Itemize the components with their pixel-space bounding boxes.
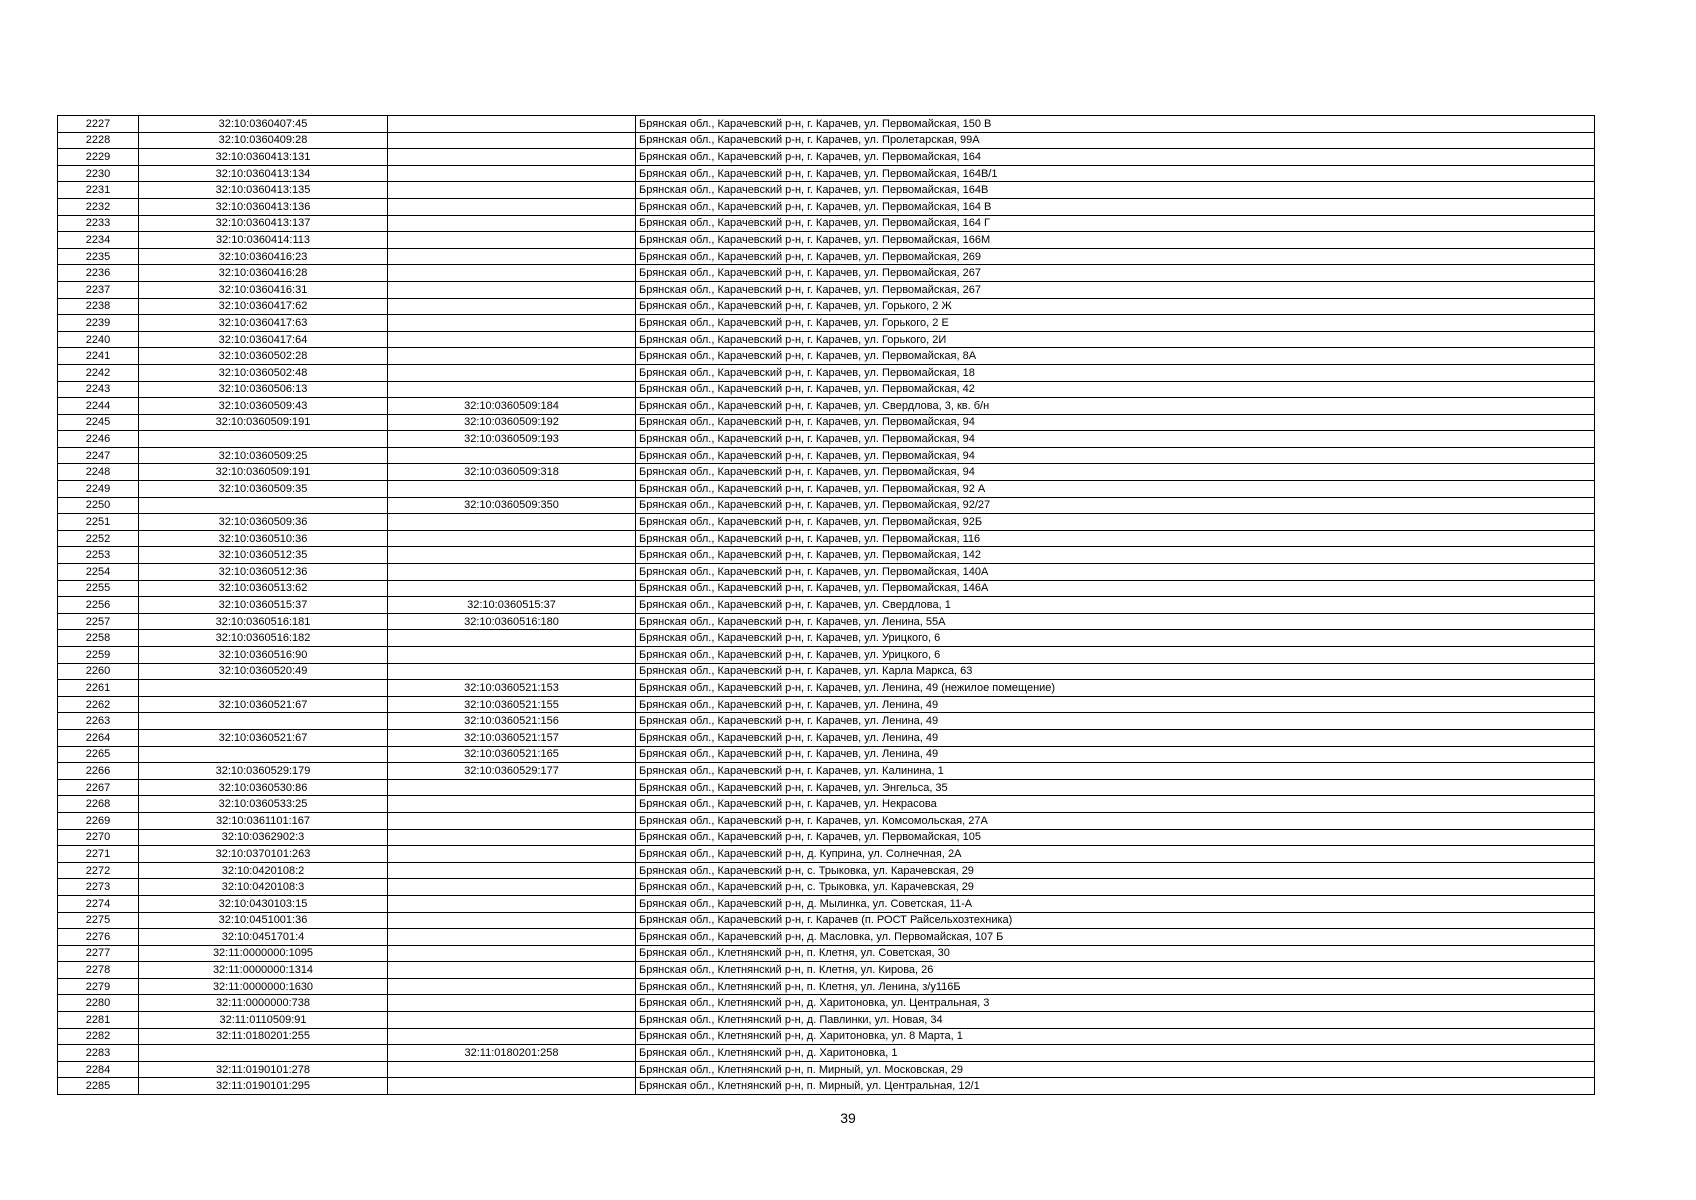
- table-row: [58, 1045, 1595, 1062]
- address-cell: Брянская обл., Карачевский р-н, г. Карачев, ул. Первомайская, 164В: [636, 182, 1595, 199]
- row-number-cell: 2273: [58, 879, 139, 896]
- address-cell: Брянская обл., Карачевский р-н, г. Карачев, ул. Первомайская, 94: [636, 447, 1595, 464]
- row-number-cell: 2257: [58, 613, 139, 630]
- row-number-cell: 2268: [58, 796, 139, 813]
- table-row: [58, 398, 1595, 415]
- cadastral-number-cell: 32:10:0360510:36: [139, 530, 388, 547]
- address-cell: Брянская обл., Карачевский р-н, г. Карачев, ул. Ленина, 49: [636, 746, 1595, 763]
- cadastral-number-cell: [139, 497, 388, 514]
- row-number-cell: 2285: [58, 1078, 139, 1095]
- row-number-cell: 2242: [58, 364, 139, 381]
- object-cadastral-number-cell: 32:10:0360509:318: [388, 464, 636, 481]
- address-cell: Брянская обл., Карачевский р-н, г. Карачев, ул. Горького, 2И: [636, 331, 1595, 348]
- address-cell: Брянская обл., Карачевский р-н, г. Карачев, ул. Первомайская, 92 А: [636, 481, 1595, 498]
- object-cadastral-number-cell: [388, 1012, 636, 1029]
- cadastral-number-cell: 32:11:0000000:1630: [139, 978, 388, 995]
- table-row: [58, 680, 1595, 697]
- object-cadastral-number-cell: [388, 1028, 636, 1045]
- object-cadastral-number-cell: [388, 564, 636, 581]
- row-number-cell: 2270: [58, 829, 139, 846]
- address-cell: Брянская обл., Карачевский р-н, г. Карачев, ул. Ленина, 49 (нежилое помещение): [636, 680, 1595, 697]
- address-cell: Брянская обл., Карачевский р-н, г. Карачев, ул. Первомайская, 164 В: [636, 198, 1595, 215]
- table-row: [58, 729, 1595, 746]
- cadastral-number-cell: 32:10:0420108:3: [139, 879, 388, 896]
- table-row: [58, 846, 1595, 863]
- table-row: [58, 564, 1595, 581]
- table-row: [58, 481, 1595, 498]
- address-cell: Брянская обл., Клетнянский р-н, д. Харитоновка, 1: [636, 1045, 1595, 1062]
- table-row: [58, 895, 1595, 912]
- address-cell: Брянская обл., Карачевский р-н, г. Карачев, ул. Первомайская, 94: [636, 431, 1595, 448]
- register-table-body: [58, 116, 1595, 1095]
- row-number-cell: 2240: [58, 331, 139, 348]
- cadastral-number-cell: 32:10:0360509:25: [139, 447, 388, 464]
- address-cell: Брянская обл., Карачевский р-н, г. Карачев, ул. Первомайская, 267: [636, 281, 1595, 298]
- table-row: [58, 215, 1595, 232]
- row-number-cell: 2232: [58, 198, 139, 215]
- cadastral-number-cell: 32:11:0000000:1095: [139, 945, 388, 962]
- row-number-cell: 2274: [58, 895, 139, 912]
- row-number-cell: 2271: [58, 846, 139, 863]
- address-cell: Брянская обл., Клетнянский р-н, п. Мирный, ул. Московская, 29: [636, 1061, 1595, 1078]
- table-row: [58, 281, 1595, 298]
- cadastral-number-cell: [139, 431, 388, 448]
- address-cell: Брянская обл., Карачевский р-н, г. Карачев, ул. Ленина, 55А: [636, 613, 1595, 630]
- row-number-cell: 2267: [58, 779, 139, 796]
- address-cell: Брянская обл., Карачевский р-н, д. Мылинка, ул. Советская, 11-А: [636, 895, 1595, 912]
- table-row: [58, 182, 1595, 199]
- row-number-cell: 2260: [58, 663, 139, 680]
- page-number: 39: [840, 1110, 856, 1126]
- address-cell: Брянская обл., Карачевский р-н, г. Карачев, ул. Пролетарская, 99А: [636, 132, 1595, 149]
- address-cell: Брянская обл., Карачевский р-н, г. Карачев, ул. Первомайская, 146А: [636, 580, 1595, 597]
- cadastral-number-cell: 32:10:0360516:90: [139, 647, 388, 664]
- table-row: [58, 746, 1595, 763]
- row-number-cell: 2252: [58, 530, 139, 547]
- table-row: [58, 381, 1595, 398]
- object-cadastral-number-cell: [388, 481, 636, 498]
- table-row: [58, 530, 1595, 547]
- object-cadastral-number-cell: [388, 779, 636, 796]
- address-cell: Брянская обл., Карачевский р-н, г. Карачев, ул. Калинина, 1: [636, 763, 1595, 780]
- row-number-cell: 2248: [58, 464, 139, 481]
- table-row: [58, 232, 1595, 249]
- object-cadastral-number-cell: [388, 945, 636, 962]
- cadastral-number-cell: 32:10:0360413:137: [139, 215, 388, 232]
- object-cadastral-number-cell: [388, 547, 636, 564]
- address-cell: Брянская обл., Карачевский р-н, г. Карачев, ул. Некрасова: [636, 796, 1595, 813]
- cadastral-number-cell: 32:10:0360509:191: [139, 464, 388, 481]
- row-number-cell: 2256: [58, 597, 139, 614]
- cadastral-number-cell: 32:11:0000000:738: [139, 995, 388, 1012]
- cadastral-number-cell: [139, 746, 388, 763]
- row-number-cell: 2266: [58, 763, 139, 780]
- object-cadastral-number-cell: [388, 215, 636, 232]
- table-row: [58, 414, 1595, 431]
- cadastral-number-cell: 32:10:0360521:67: [139, 729, 388, 746]
- row-number-cell: 2282: [58, 1028, 139, 1045]
- address-cell: Брянская обл., Карачевский р-н, г. Карачев, ул. Ленина, 49: [636, 713, 1595, 730]
- cadastral-number-cell: 32:11:0190101:278: [139, 1061, 388, 1078]
- object-cadastral-number-cell: [388, 1078, 636, 1095]
- cadastral-number-cell: 32:10:0430103:15: [139, 895, 388, 912]
- object-cadastral-number-cell: [388, 580, 636, 597]
- address-cell: Брянская обл., Карачевский р-н, г. Карачев, ул. Свердлова, 1: [636, 597, 1595, 614]
- cadastral-number-cell: 32:10:0360506:13: [139, 381, 388, 398]
- table-row: [58, 995, 1595, 1012]
- table-row: [58, 348, 1595, 365]
- row-number-cell: 2238: [58, 298, 139, 315]
- object-cadastral-number-cell: [388, 182, 636, 199]
- address-cell: Брянская обл., Карачевский р-н, г. Карачев, ул. Первомайская, 164 Г: [636, 215, 1595, 232]
- object-cadastral-number-cell: [388, 198, 636, 215]
- table-row: [58, 929, 1595, 946]
- table-row: [58, 116, 1595, 133]
- object-cadastral-number-cell: [388, 364, 636, 381]
- table-row: [58, 829, 1595, 846]
- row-number-cell: 2231: [58, 182, 139, 199]
- address-cell: Брянская обл., Карачевский р-н, г. Карачев, ул. Урицкого, 6: [636, 647, 1595, 664]
- object-cadastral-number-cell: [388, 978, 636, 995]
- object-cadastral-number-cell: 32:10:0360509:192: [388, 414, 636, 431]
- cadastral-number-cell: 32:11:0180201:255: [139, 1028, 388, 1045]
- address-cell: Брянская обл., Клетнянский р-н, п. Клетня, ул. Советская, 30: [636, 945, 1595, 962]
- address-cell: Брянская обл., Карачевский р-н, г. Карачев, ул. Первомайская, 8А: [636, 348, 1595, 365]
- address-cell: Брянская обл., Карачевский р-н, г. Карачев, ул. Первомайская, 267: [636, 265, 1595, 282]
- cadastral-number-cell: 32:10:0362902:3: [139, 829, 388, 846]
- cadastral-number-cell: [139, 713, 388, 730]
- row-number-cell: 2244: [58, 398, 139, 415]
- row-number-cell: 2241: [58, 348, 139, 365]
- object-cadastral-number-cell: [388, 796, 636, 813]
- address-cell: Брянская обл., Клетнянский р-н, д. Харитоновка, ул. 8 Марта, 1: [636, 1028, 1595, 1045]
- cadastral-number-cell: [139, 1045, 388, 1062]
- row-number-cell: 2262: [58, 696, 139, 713]
- row-number-cell: 2283: [58, 1045, 139, 1062]
- table-row: [58, 514, 1595, 531]
- row-number-cell: 2275: [58, 912, 139, 929]
- object-cadastral-number-cell: [388, 331, 636, 348]
- table-row: [58, 779, 1595, 796]
- table-row: [58, 497, 1595, 514]
- cadastral-number-cell: [139, 680, 388, 697]
- object-cadastral-number-cell: [388, 862, 636, 879]
- object-cadastral-number-cell: 32:10:0360509:184: [388, 398, 636, 415]
- object-cadastral-number-cell: 32:10:0360509:350: [388, 497, 636, 514]
- cadastral-number-cell: 32:10:0360512:36: [139, 564, 388, 581]
- table-row: [58, 713, 1595, 730]
- row-number-cell: 2269: [58, 812, 139, 829]
- register-table: [57, 115, 1595, 1095]
- cadastral-number-cell: 32:10:0360509:191: [139, 414, 388, 431]
- row-number-cell: 2265: [58, 746, 139, 763]
- object-cadastral-number-cell: 32:10:0360516:180: [388, 613, 636, 630]
- cadastral-number-cell: 32:10:0360417:62: [139, 298, 388, 315]
- cadastral-number-cell: 32:11:0000000:1314: [139, 962, 388, 979]
- cadastral-number-cell: 32:10:0360509:35: [139, 481, 388, 498]
- cadastral-number-cell: 32:10:0360529:179: [139, 763, 388, 780]
- table-row: [58, 265, 1595, 282]
- cadastral-number-cell: 32:10:0370101:263: [139, 846, 388, 863]
- row-number-cell: 2233: [58, 215, 139, 232]
- object-cadastral-number-cell: [388, 132, 636, 149]
- object-cadastral-number-cell: [388, 116, 636, 133]
- object-cadastral-number-cell: [388, 879, 636, 896]
- address-cell: Брянская обл., Карачевский р-н, г. Карачев, ул. Первомайская, 94: [636, 414, 1595, 431]
- object-cadastral-number-cell: [388, 232, 636, 249]
- table-row: [58, 315, 1595, 332]
- address-cell: Брянская обл., Карачевский р-н, г. Карачев, ул. Первомайская, 105: [636, 829, 1595, 846]
- address-cell: Брянская обл., Карачевский р-н, г. Карачев, ул. Первомайская, 140А: [636, 564, 1595, 581]
- cadastral-number-cell: 32:10:0451001:36: [139, 912, 388, 929]
- table-row: [58, 962, 1595, 979]
- object-cadastral-number-cell: [388, 829, 636, 846]
- table-row: [58, 298, 1595, 315]
- cadastral-number-cell: 32:10:0360502:28: [139, 348, 388, 365]
- table-row: [58, 597, 1595, 614]
- table-row: [58, 248, 1595, 265]
- object-cadastral-number-cell: [388, 663, 636, 680]
- row-number-cell: 2236: [58, 265, 139, 282]
- object-cadastral-number-cell: [388, 1061, 636, 1078]
- row-number-cell: 2234: [58, 232, 139, 249]
- object-cadastral-number-cell: [388, 912, 636, 929]
- table-row: [58, 132, 1595, 149]
- address-cell: Брянская обл., Клетнянский р-н, д. Харитоновка, ул. Центральная, 3: [636, 995, 1595, 1012]
- object-cadastral-number-cell: [388, 846, 636, 863]
- address-cell: Брянская обл., Клетнянский р-н, п. Мирный, ул. Центральная, 12/1: [636, 1078, 1595, 1095]
- address-cell: Брянская обл., Карачевский р-н, г. Карачев, ул. Первомайская, 164В/1: [636, 165, 1595, 182]
- cadastral-number-cell: 32:10:0360530:86: [139, 779, 388, 796]
- address-cell: Брянская обл., Карачевский р-н, г. Карачев, ул. Карла Маркса, 63: [636, 663, 1595, 680]
- table-row: [58, 198, 1595, 215]
- cadastral-number-cell: 32:11:0110509:91: [139, 1012, 388, 1029]
- object-cadastral-number-cell: [388, 149, 636, 166]
- cadastral-number-cell: 32:10:0451701:4: [139, 929, 388, 946]
- row-number-cell: 2276: [58, 929, 139, 946]
- row-number-cell: 2279: [58, 978, 139, 995]
- object-cadastral-number-cell: 32:10:0360529:177: [388, 763, 636, 780]
- object-cadastral-number-cell: [388, 348, 636, 365]
- table-row: [58, 945, 1595, 962]
- table-row: [58, 613, 1595, 630]
- object-cadastral-number-cell: [388, 248, 636, 265]
- table-row: [58, 331, 1595, 348]
- address-cell: Брянская обл., Карачевский р-н, г. Карачев, ул. Первомайская, 269: [636, 248, 1595, 265]
- table-row: [58, 812, 1595, 829]
- object-cadastral-number-cell: 32:10:0360521:155: [388, 696, 636, 713]
- table-row: [58, 1012, 1595, 1029]
- table-row: [58, 364, 1595, 381]
- object-cadastral-number-cell: [388, 630, 636, 647]
- address-cell: Брянская обл., Карачевский р-н, г. Карачев (п. РОСТ Райсельхозтехника): [636, 912, 1595, 929]
- address-cell: Брянская обл., Карачевский р-н, г. Карачев, ул. Первомайская, 92Б: [636, 514, 1595, 531]
- address-cell: Брянская обл., Карачевский р-н, г. Карачев, ул. Ленина, 49: [636, 696, 1595, 713]
- object-cadastral-number-cell: 32:10:0360521:153: [388, 680, 636, 697]
- cadastral-number-cell: 32:10:0420108:2: [139, 862, 388, 879]
- table-row: [58, 1028, 1595, 1045]
- address-cell: Брянская обл., Карачевский р-н, д. Масловка, ул. Первомайская, 107 Б: [636, 929, 1595, 946]
- address-cell: Брянская обл., Карачевский р-н, г. Карачев, ул. Ленина, 49: [636, 729, 1595, 746]
- object-cadastral-number-cell: [388, 298, 636, 315]
- cadastral-number-cell: 32:10:0360413:134: [139, 165, 388, 182]
- object-cadastral-number-cell: [388, 381, 636, 398]
- row-number-cell: 2277: [58, 945, 139, 962]
- cadastral-number-cell: 32:10:0360407:45: [139, 116, 388, 133]
- row-number-cell: 2228: [58, 132, 139, 149]
- object-cadastral-number-cell: [388, 895, 636, 912]
- row-number-cell: 2249: [58, 481, 139, 498]
- cadastral-number-cell: 32:10:0360516:182: [139, 630, 388, 647]
- cadastral-number-cell: 32:10:0360413:135: [139, 182, 388, 199]
- row-number-cell: 2264: [58, 729, 139, 746]
- object-cadastral-number-cell: [388, 514, 636, 531]
- address-cell: Брянская обл., Карачевский р-н, с. Трыковка, ул. Карачевская, 29: [636, 862, 1595, 879]
- cadastral-number-cell: 32:10:0360416:23: [139, 248, 388, 265]
- address-cell: Брянская обл., Карачевский р-н, г. Карачев, ул. Свердлова, 3, кв. б/н: [636, 398, 1595, 415]
- row-number-cell: 2251: [58, 514, 139, 531]
- cadastral-number-cell: 32:10:0360416:31: [139, 281, 388, 298]
- row-number-cell: 2230: [58, 165, 139, 182]
- address-cell: Брянская обл., Карачевский р-н, д. Куприна, ул. Солнечная, 2А: [636, 846, 1595, 863]
- table-row: [58, 1078, 1595, 1095]
- row-number-cell: 2227: [58, 116, 139, 133]
- address-cell: Брянская обл., Карачевский р-н, г. Карачев, ул. Энгельса, 35: [636, 779, 1595, 796]
- address-cell: Брянская обл., Карачевский р-н, г. Карачев, ул. Первомайская, 42: [636, 381, 1595, 398]
- table-row: [58, 1061, 1595, 1078]
- address-cell: Брянская обл., Карачевский р-н, г. Карачев, ул. Первомайская, 164: [636, 149, 1595, 166]
- address-cell: Брянская обл., Клетнянский р-н, д. Павлинки, ул. Новая, 34: [636, 1012, 1595, 1029]
- table-row: [58, 763, 1595, 780]
- table-row: [58, 464, 1595, 481]
- row-number-cell: 2278: [58, 962, 139, 979]
- object-cadastral-number-cell: [388, 929, 636, 946]
- row-number-cell: 2250: [58, 497, 139, 514]
- cadastral-number-cell: 32:10:0360413:131: [139, 149, 388, 166]
- object-cadastral-number-cell: [388, 447, 636, 464]
- cadastral-number-cell: 32:10:0360520:49: [139, 663, 388, 680]
- cadastral-number-cell: 32:10:0360516:181: [139, 613, 388, 630]
- cadastral-number-cell: 32:10:0360509:36: [139, 514, 388, 531]
- table-row: [58, 447, 1595, 464]
- row-number-cell: 2229: [58, 149, 139, 166]
- cadastral-number-cell: 32:10:0360515:37: [139, 597, 388, 614]
- row-number-cell: 2235: [58, 248, 139, 265]
- object-cadastral-number-cell: [388, 647, 636, 664]
- row-number-cell: 2280: [58, 995, 139, 1012]
- row-number-cell: 2247: [58, 447, 139, 464]
- address-cell: Брянская обл., Клетнянский р-н, п. Клетня, ул. Ленина, з/у116Б: [636, 978, 1595, 995]
- address-cell: Брянская обл., Клетнянский р-н, п. Клетня, ул. Кирова, 26: [636, 962, 1595, 979]
- row-number-cell: 2281: [58, 1012, 139, 1029]
- address-cell: Брянская обл., Карачевский р-н, г. Карачев, ул. Горького, 2 Е: [636, 315, 1595, 332]
- table-row: [58, 630, 1595, 647]
- object-cadastral-number-cell: [388, 315, 636, 332]
- cadastral-number-cell: 32:10:0361101:167: [139, 812, 388, 829]
- object-cadastral-number-cell: [388, 995, 636, 1012]
- table-row: [58, 696, 1595, 713]
- cadastral-number-cell: 32:10:0360502:48: [139, 364, 388, 381]
- row-number-cell: 2272: [58, 862, 139, 879]
- cadastral-number-cell: 32:10:0360533:25: [139, 796, 388, 813]
- address-cell: Брянская обл., Карачевский р-н, г. Карачев, ул. Первомайская, 150 В: [636, 116, 1595, 133]
- table-row: [58, 431, 1595, 448]
- object-cadastral-number-cell: 32:10:0360521:165: [388, 746, 636, 763]
- row-number-cell: 2245: [58, 414, 139, 431]
- object-cadastral-number-cell: 32:10:0360521:156: [388, 713, 636, 730]
- cadastral-number-cell: 32:10:0360521:67: [139, 696, 388, 713]
- address-cell: Брянская обл., Карачевский р-н, г. Карачев, ул. Первомайская, 18: [636, 364, 1595, 381]
- table-row: [58, 149, 1595, 166]
- address-cell: Брянская обл., Карачевский р-н, г. Карачев, ул. Урицкого, 6: [636, 630, 1595, 647]
- row-number-cell: 2243: [58, 381, 139, 398]
- address-cell: Брянская обл., Карачевский р-н, г. Карачев, ул. Первомайская, 116: [636, 530, 1595, 547]
- address-cell: Брянская обл., Карачевский р-н, г. Карачев, ул. Первомайская, 166М: [636, 232, 1595, 249]
- table-row: [58, 796, 1595, 813]
- cadastral-number-cell: 32:10:0360417:63: [139, 315, 388, 332]
- row-number-cell: 2255: [58, 580, 139, 597]
- object-cadastral-number-cell: 32:10:0360509:193: [388, 431, 636, 448]
- object-cadastral-number-cell: [388, 165, 636, 182]
- row-number-cell: 2246: [58, 431, 139, 448]
- address-cell: Брянская обл., Карачевский р-н, г. Карачев, ул. Первомайская, 92/27: [636, 497, 1595, 514]
- row-number-cell: 2253: [58, 547, 139, 564]
- cadastral-number-cell: 32:10:0360513:62: [139, 580, 388, 597]
- row-number-cell: 2284: [58, 1061, 139, 1078]
- cadastral-number-cell: 32:10:0360413:136: [139, 198, 388, 215]
- table-row: [58, 912, 1595, 929]
- row-number-cell: 2259: [58, 647, 139, 664]
- table-row: [58, 647, 1595, 664]
- row-number-cell: 2237: [58, 281, 139, 298]
- table-row: [58, 165, 1595, 182]
- cadastral-number-cell: 32:10:0360414:113: [139, 232, 388, 249]
- cadastral-number-cell: 32:10:0360512:35: [139, 547, 388, 564]
- address-cell: Брянская обл., Карачевский р-н, г. Карачев, ул. Комсомольская, 27А: [636, 812, 1595, 829]
- row-number-cell: 2261: [58, 680, 139, 697]
- table-row: [58, 879, 1595, 896]
- address-cell: Брянская обл., Карачевский р-н, г. Карачев, ул. Горького, 2 Ж: [636, 298, 1595, 315]
- address-cell: Брянская обл., Карачевский р-н, с. Трыковка, ул. Карачевская, 29: [636, 879, 1595, 896]
- object-cadastral-number-cell: [388, 962, 636, 979]
- cadastral-number-cell: 32:10:0360416:28: [139, 265, 388, 282]
- object-cadastral-number-cell: 32:10:0360521:157: [388, 729, 636, 746]
- cadastral-number-cell: 32:10:0360409:28: [139, 132, 388, 149]
- object-cadastral-number-cell: [388, 812, 636, 829]
- table-row: [58, 580, 1595, 597]
- cadastral-number-cell: 32:10:0360509:43: [139, 398, 388, 415]
- cadastral-number-cell: 32:10:0360417:64: [139, 331, 388, 348]
- address-cell: Брянская обл., Карачевский р-н, г. Карачев, ул. Первомайская, 94: [636, 464, 1595, 481]
- row-number-cell: 2239: [58, 315, 139, 332]
- row-number-cell: 2263: [58, 713, 139, 730]
- object-cadastral-number-cell: [388, 530, 636, 547]
- row-number-cell: 2254: [58, 564, 139, 581]
- row-number-cell: 2258: [58, 630, 139, 647]
- object-cadastral-number-cell: [388, 265, 636, 282]
- object-cadastral-number-cell: 32:11:0180201:258: [388, 1045, 636, 1062]
- object-cadastral-number-cell: 32:10:0360515:37: [388, 597, 636, 614]
- address-cell: Брянская обл., Карачевский р-н, г. Карачев, ул. Первомайская, 142: [636, 547, 1595, 564]
- table-row: [58, 862, 1595, 879]
- cadastral-number-cell: 32:11:0190101:295: [139, 1078, 388, 1095]
- object-cadastral-number-cell: [388, 281, 636, 298]
- table-row: [58, 547, 1595, 564]
- table-row: [58, 663, 1595, 680]
- table-row: [58, 978, 1595, 995]
